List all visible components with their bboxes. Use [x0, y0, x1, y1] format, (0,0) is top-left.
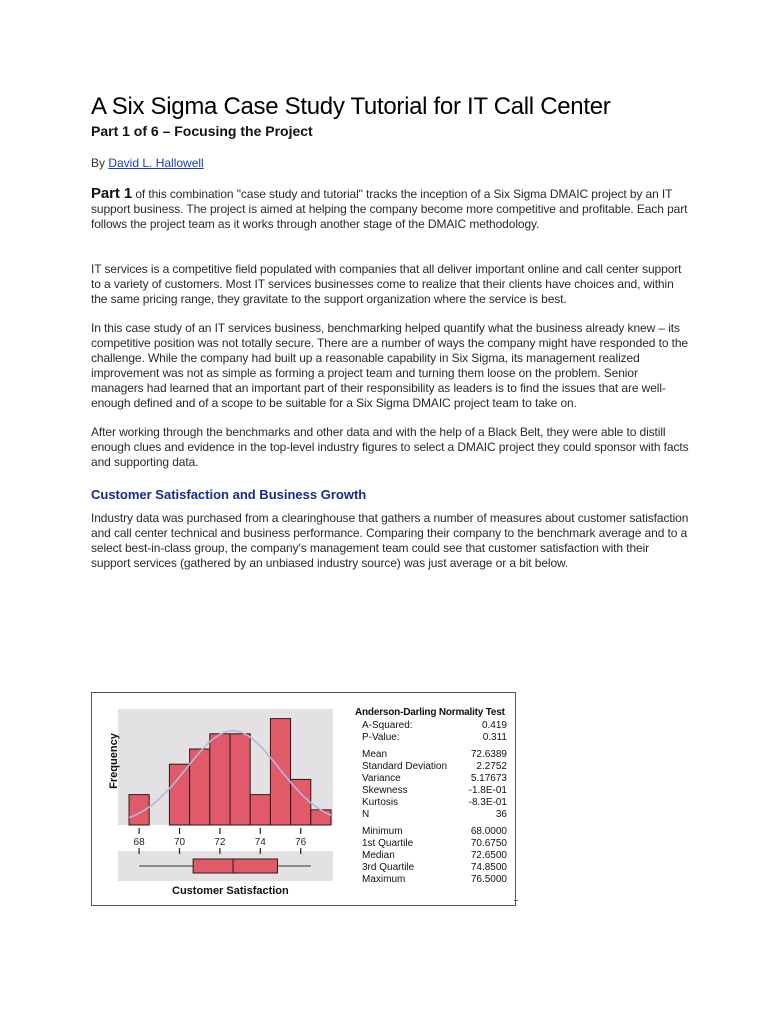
stats-value: 36 [495, 809, 507, 820]
stats-rows [355, 720, 507, 886]
page-title: A Six Sigma Case Study Tutorial for IT Call Center [91, 93, 611, 120]
stats-value: 76.5000 [470, 874, 507, 885]
stats-row [355, 720, 507, 732]
histogram-bar [169, 764, 189, 825]
stats-value: 0.419 [481, 720, 507, 731]
histogram-bar [311, 810, 331, 825]
article [91, 92, 691, 571]
page-subtitle: Part 1 of 6 – Focusing the Project [91, 123, 313, 139]
stats-row [355, 732, 507, 744]
paragraph-4: After working through the benchmarks and other data and with the help of a Black Belt, they were able to distill enough clues and evidence in the top-level industry figures to select a DMAIC project they could sponsor with facts and supporting data. [91, 425, 689, 469]
stats-value: -1.8E-01 [468, 785, 507, 796]
byline [91, 155, 691, 171]
stats-row [355, 797, 507, 809]
intro-text: of this combination "case study and tutorial" tracks the inception of a Six Sigma DMAIC project by an IT support business. The project is aimed at helping the company become more competitive and profitable. Each part follows the project team as it works through another stage of the DMAIC methodology. [91, 187, 688, 231]
x-tick-label: 68 [133, 837, 145, 848]
stats-title: Anderson-Darling Normality Test [355, 707, 505, 718]
stats-value: 5.17673 [470, 773, 507, 784]
paragraph-2: IT services is a competitive field populated with companies that all deliver important online and call center support to a variety of customers. Most IT services businesses come to realize that their clients have choices and, within the same pricing range, they gravitate to the support organization where the service is best. [91, 262, 682, 306]
stats-row [355, 850, 507, 862]
x-tick-label: 72 [214, 837, 226, 848]
histogram-chart [92, 693, 342, 883]
histogram-bar [250, 795, 270, 825]
paragraph-3: In this case study of an IT services business, benchmarking helped quantify what the business already knew – its competitive position was not totally secure. There are a number of ways the company might have responded to the challenge. While the company had built up a reasonable capability in Six Sigma, its management realized improvement was not as simple as forming a project team and turning them loose on the problem. Senior managers had learned that an important part of their responsibility as leaders is to find the issues that are well-enough defined and of a scope to be suitable for a Six Sigma DMAIC project team to take on. [91, 321, 689, 410]
stats-label: Mean [362, 749, 388, 760]
histogram-bar [230, 734, 250, 825]
stats-row [355, 874, 507, 886]
stats-value: 74.8500 [470, 862, 507, 873]
y-axis-label: Frequency [107, 733, 120, 789]
stats-value: 72.6500 [470, 850, 507, 861]
stats-label: Maximum [362, 874, 406, 885]
stats-row [355, 838, 507, 850]
histogram-bar [270, 719, 290, 825]
boxplot-box [193, 859, 277, 873]
stats-row [355, 862, 507, 874]
stats-label: Variance [362, 773, 401, 784]
stats-value: -8.3E-01 [468, 797, 507, 808]
author-link[interactable]: David L. Hallowell [108, 156, 204, 170]
histogram-figure [91, 692, 516, 906]
stats-row [355, 809, 507, 821]
section-heading: Customer Satisfaction and Business Growth [91, 487, 367, 502]
stats-label: Standard Deviation [362, 761, 448, 772]
histogram-bar [210, 734, 230, 825]
stats-row [355, 761, 507, 773]
paragraph-5: Industry data was purchased from a clearinghouse that gathers a number of measures about customer satisfaction and call center technical and business performance. Comparing their company to the benchmark average and to a select best-in-class group, the company's management team could see that customer satisfaction with their support services (gathered by an unbiased industry source) was just average or a bit below. [91, 511, 689, 570]
byline-prefix: By [91, 156, 109, 170]
stats-value: 2.2752 [476, 761, 507, 772]
intro-paragraph [91, 186, 691, 232]
intro-lead: Part 1 [91, 185, 133, 202]
stats-value: 68.0000 [470, 826, 507, 837]
figure-corner-mark [514, 900, 518, 901]
stats-label: 3rd Quartile [362, 862, 415, 873]
stats-row [355, 785, 507, 797]
stats-label: P-Value: [362, 732, 400, 743]
stats-value: 70.6750 [470, 838, 507, 849]
stats-row [355, 749, 507, 761]
stats-panel [355, 707, 507, 886]
stats-row [355, 773, 507, 785]
stats-label: Minimum [362, 826, 403, 837]
stats-label: A-Squared: [362, 720, 413, 731]
stats-label: Kurtosis [362, 797, 399, 808]
x-tick-label: 76 [295, 837, 307, 848]
x-axis-label: Customer Satisfaction [172, 885, 289, 897]
stats-label: Skewness [362, 785, 408, 796]
stats-row [355, 826, 507, 838]
stats-label: Median [362, 850, 395, 861]
stats-label: N [362, 809, 370, 820]
x-tick-label: 74 [254, 837, 266, 848]
x-tick-label: 70 [173, 837, 186, 848]
stats-value: 72.6389 [470, 749, 507, 760]
stats-label: 1st Quartile [362, 838, 414, 849]
stats-value: 0.311 [482, 732, 507, 743]
